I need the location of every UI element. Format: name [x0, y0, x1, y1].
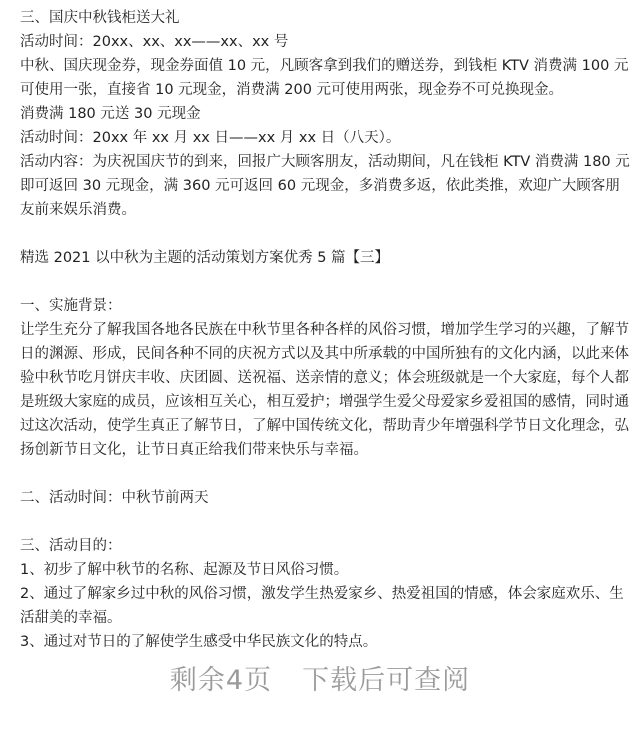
spacer — [20, 270, 630, 294]
spacer — [20, 510, 630, 534]
promo-time: 活动时间：20xx 年 xx 月 xx 日——xx 月 xx 日（八天）。 — [20, 130, 401, 146]
article-title: 精选 2021 以中秋为主题的活动策划方案优秀 5 篇【三】 — [20, 250, 390, 266]
part1-body: 让学生充分了解我国各地各民族在中秋节里各种各样的风俗习惯，增加学生学习的兴趣，了解节日的渊源、形成，民间各种不同的庆祝方式以及其中所承载的中国所独有的文化内涵，以此来体验中秋节吃月饼庆丰收、庆团圆、送祝福、送亲情的意义；体会班级就是一个大家庭，每个人都是班级大家庭的成员，应该相互关心，相互爱护；增强学生爱父母爱家乡爱祖国的感情，同时通过这次活动，使学生真正了解节日，了解中国传统文化，帮助青少年增强科学节日文化理念，弘扬创新节日文化，让节日真正给我们带来快乐与幸福。 — [20, 322, 629, 458]
list-item: 3、通过对节日的了解使学生感受中华民族文化的特点。 — [20, 634, 378, 650]
remaining-pages-text: 剩余4页 — [169, 665, 273, 696]
download-prompt[interactable] — [0, 658, 640, 697]
activity-time: 活动时间：20xx、xx、xx——xx、xx 号 — [20, 34, 289, 50]
promo-title: 消费满 180 元送 30 元现金 — [20, 106, 201, 122]
part2-heading: 二、活动时间：中秋节前两天 — [20, 490, 209, 506]
promo-content: 活动内容：为庆祝国庆节的到来，回报广大顾客朋友，活动期间，凡在钱柜 KTV 消费满 180 元即可返回 30 元现金，满 360 元可返回 60 元现金，多消费多返，依此类推，欢迎广大顾客朋友前来娱乐消费。 — [20, 154, 630, 218]
section-heading: 三、国庆中秋钱柜送大礼 — [20, 10, 180, 26]
voucher-paragraph: 中秋、国庆现金券，现金券面值 10 元，凡顾客拿到我们的赠送券，到钱柜 KTV 消费满 100 元可使用一张，直接省 10 元现金，消费满 200 元可使用两张，现金券不可兑换现金。 — [20, 58, 629, 98]
spacer — [20, 462, 630, 486]
part1-heading: 一、实施背景： — [20, 298, 122, 314]
download-to-view-text: 下载后可查阅 — [302, 665, 471, 696]
document-body — [20, 6, 630, 654]
part3-heading: 三、活动目的： — [20, 538, 122, 554]
list-item: 2、通过了解家乡过中秋的风俗习惯，激发学生热爱家乡、热爱祖国的情感，体会家庭欢乐、生活甜美的幸福。 — [20, 586, 624, 626]
spacer — [20, 222, 630, 246]
list-item: 1、初步了解中秋节的名称、起源及节日风俗习惯。 — [20, 562, 349, 578]
